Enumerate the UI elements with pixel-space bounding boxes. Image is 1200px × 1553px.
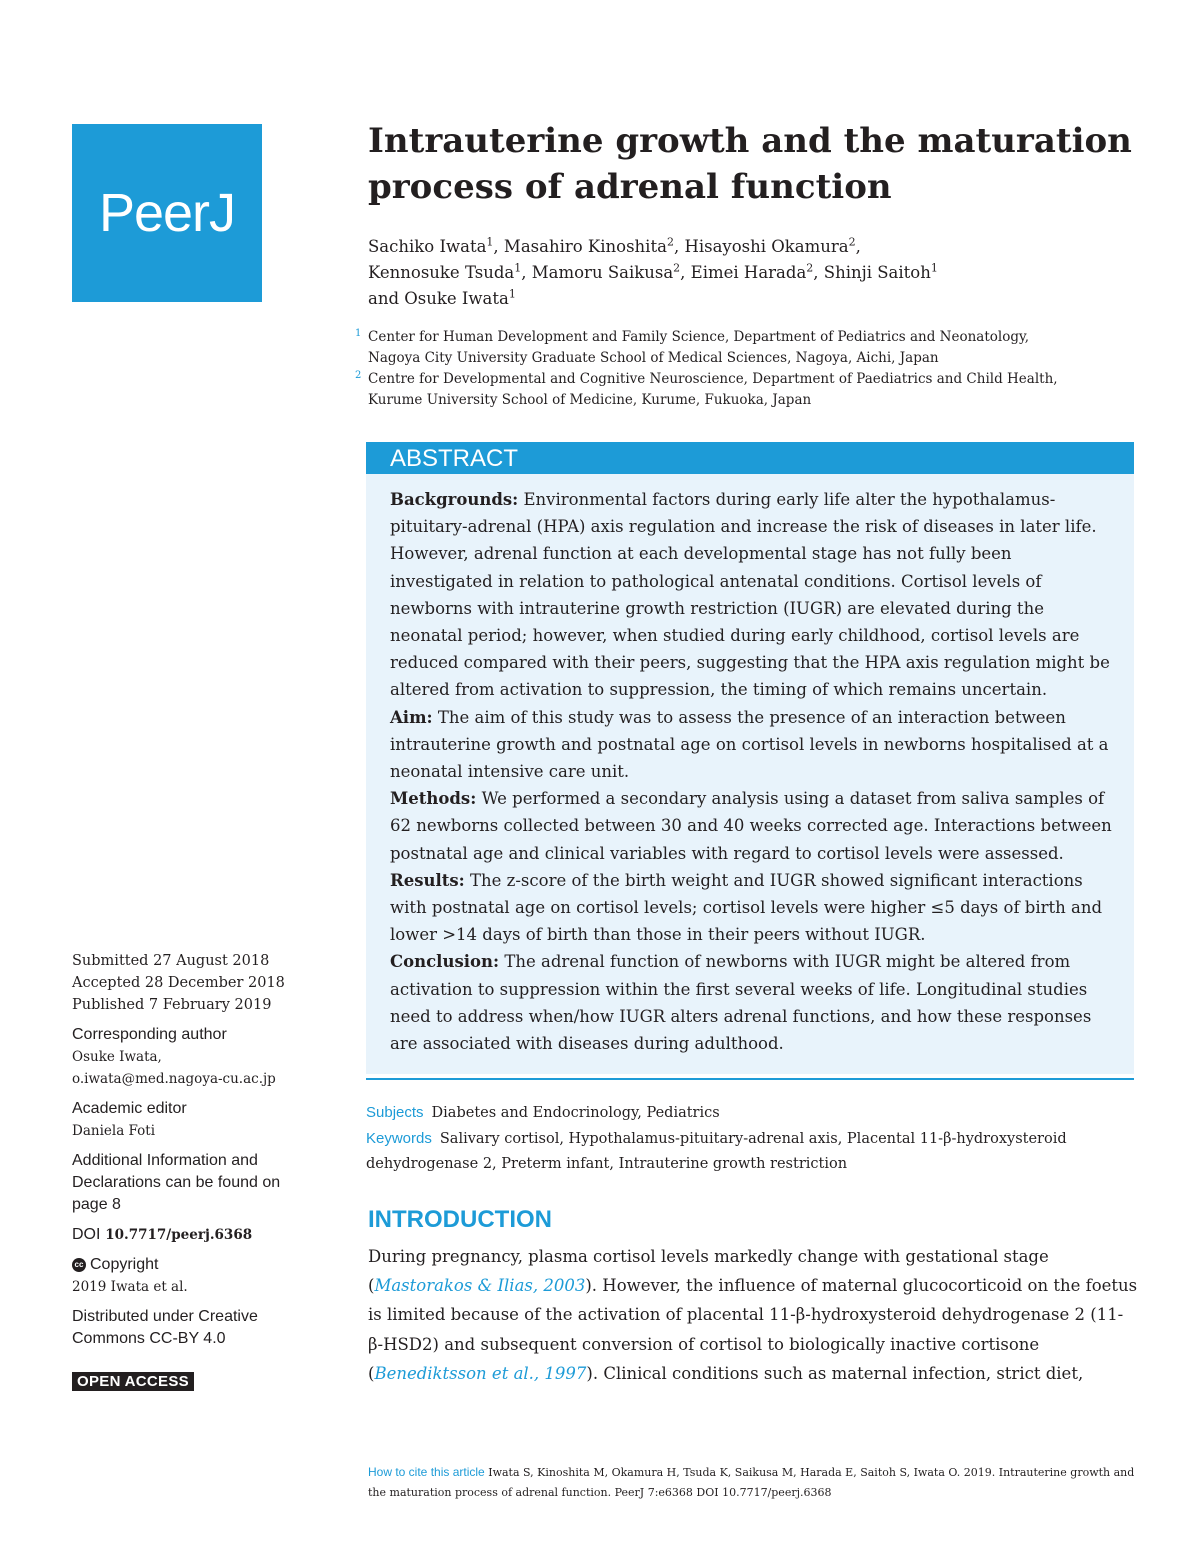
abstract-box bbox=[366, 442, 1134, 1074]
citation-label: How to cite this article bbox=[368, 1465, 485, 1479]
author[interactable]: Shinji Saitoh$^1$ bbox=[823, 261, 938, 282]
abstract-heading: ABSTRACT bbox=[366, 442, 1134, 474]
cc-icon: cc bbox=[72, 1258, 86, 1272]
abstract-section-methods: Methods: We performed a secondary analysis using a dataset from saliva samples of 62 newborns collected between 30 and 40 weeks corrected age. Interactions between postnatal age and clinical variables with regard to cortisol levels were assessed. bbox=[390, 789, 1112, 863]
corresponding-author bbox=[72, 1024, 332, 1090]
copyright-label: Copyright bbox=[90, 1256, 159, 1273]
affiliation-line: Centre for Developmental and Cognitive Neuroscience, Department of Paediatrics and Child Health, bbox=[368, 371, 1058, 387]
author[interactable]: Masahiro Kinoshita$^2$, bbox=[503, 235, 685, 256]
doi bbox=[72, 1224, 332, 1246]
author[interactable]: Sachiko Iwata$^1$, bbox=[368, 235, 504, 256]
affiliation-line: Center for Human Development and Family Science, Department of Pediatrics and Neonatology, bbox=[368, 329, 1030, 345]
affiliation-line: Nagoya City University Graduate School of Medical Sciences, Nagoya, Aichi, Japan bbox=[368, 350, 939, 366]
dates bbox=[72, 950, 332, 1016]
citation-footer bbox=[368, 1462, 1148, 1503]
abstract-divider bbox=[366, 1078, 1134, 1080]
affiliation-2 bbox=[352, 369, 1152, 411]
article-sidebar bbox=[72, 950, 332, 1391]
subjects-line bbox=[366, 1100, 1146, 1126]
affiliation-1 bbox=[352, 327, 1152, 369]
affiliation-number: 2 bbox=[355, 370, 362, 381]
abstract-section-aim: Aim: The aim of this study was to assess the presence of an interaction between intrauterine growth and postnatal age on cortisol levels in newborns hospitalised at a neonatal intensive care unit. bbox=[390, 707, 1109, 782]
author[interactable]: Hisayoshi Okamura$^2$, bbox=[684, 235, 861, 256]
copyright bbox=[72, 1254, 332, 1298]
subjects-label: Subjects bbox=[366, 1104, 424, 1121]
affiliation-line: Kurume University School of Medicine, Kurume, Fukuoka, Japan bbox=[368, 392, 812, 408]
copyright-value: 2019 Iwata et al. bbox=[72, 1279, 188, 1295]
citation-text: Iwata S, Kinoshita M, Okamura H, Tsuda K, Saikusa M, Harada E, Saitoh S, Iwata O. 2019. Intrauterine growth and the maturation process of adrenal function. PeerJ 7:e6368 DOI 10.7717/peerj.6368 bbox=[368, 1466, 1135, 1499]
subjects-keywords bbox=[366, 1100, 1146, 1177]
doi-label: DOI bbox=[72, 1226, 101, 1243]
peerj-logo bbox=[72, 124, 262, 302]
affiliation-number: 1 bbox=[355, 328, 362, 339]
accepted-date: Accepted 28 December 2018 bbox=[72, 975, 285, 991]
academic-editor-label: Academic editor bbox=[72, 1100, 187, 1117]
corresponding-author-name: Osuke Iwata, bbox=[72, 1049, 162, 1065]
citation-link[interactable]: Mastorakos & Ilias, 2003 bbox=[374, 1276, 586, 1296]
logo-text: PeerJ bbox=[98, 183, 236, 243]
additional-info[interactable]: Additional Information and Declarations can be found on page 8 bbox=[72, 1152, 281, 1213]
abstract-text bbox=[390, 486, 1112, 1057]
affiliations bbox=[352, 327, 1152, 411]
academic-editor bbox=[72, 1098, 332, 1142]
keywords-line bbox=[366, 1126, 1146, 1177]
license-text[interactable]: Distributed under Creative Commons CC-BY 4.0 bbox=[72, 1308, 258, 1347]
author[interactable]: Mamoru Saikusa$^2$, bbox=[531, 261, 691, 282]
abstract-section-backgrounds: Backgrounds: Environmental factors during early life alter the hypothalamus-pituitary-adrenal (HPA) axis regulation and increase the risk of diseases in later life. However, adrenal function at each developmental stage has not fully been investigated in relation to pathological antenatal conditions. Cortisol levels of newborns with intrauterine growth restriction (IUGR) are elevated during the neonatal period; however, when studied during early childhood, cortisol levels are reduced compared with their peers, suggesting that the HPA axis regulation might be altered from activation to suppression, the timing of which remains uncertain. bbox=[390, 490, 1110, 700]
published-date: Published 7 February 2019 bbox=[72, 997, 272, 1013]
subjects-text: Diabetes and Endocrinology, Pediatrics bbox=[431, 1105, 720, 1121]
abstract-section-results: Results: The z-score of the birth weight and IUGR showed significant interactions with postnatal age on cortisol levels; cortisol levels were higher ≤5 days of birth and lower >14 days of birth than those in their peers without IUGR. bbox=[390, 870, 1103, 945]
author[interactable]: Eimei Harada$^2$, bbox=[690, 261, 824, 282]
corresponding-author-label: Corresponding author bbox=[72, 1026, 227, 1043]
introduction-heading: INTRODUCTION bbox=[368, 1206, 552, 1233]
author-list bbox=[368, 234, 1148, 312]
keywords-text: Salivary cortisol, Hypothalamus-pituitary-adrenal axis, Placental 11-β-hydroxysteroid dehydrogenase 2, Preterm infant, Intrauterine growth restriction bbox=[366, 1131, 1067, 1172]
abstract-section-conclusion: Conclusion: The adrenal function of newborns with IUGR might be altered from activation to suppression within the first several weeks of life. Longitudinal studies need to address when/how IUGR alters adrenal functions, and how these responses are associated with diseases during adulthood. bbox=[390, 952, 1092, 1054]
submitted-date: Submitted 27 August 2018 bbox=[72, 953, 270, 969]
introduction-text: During pregnancy, plasma cortisol levels markedly change with gestational stage (Mastorakos & Ilias, 2003). However, the influence of maternal glucocorticoid on the foetus is limited because of the activation of placental 11-β-hydroxysteroid dehydrogenase 2 (11-β-HSD2) and subsequent conversion of cortisol to biologically inactive cortisone (Benediktsson et al., 1997). Clinical conditions such as maternal infection, strict diet, bbox=[368, 1247, 1138, 1383]
open-access-badge: OPEN ACCESS bbox=[72, 1372, 194, 1391]
academic-editor-name: Daniela Foti bbox=[72, 1123, 156, 1139]
corresponding-author-email[interactable]: o.iwata@med.nagoya-cu.ac.jp bbox=[72, 1071, 276, 1087]
doi-value[interactable]: 10.7717/peerj.6368 bbox=[105, 1227, 253, 1243]
citation-link[interactable]: Benediktsson et al., 1997 bbox=[374, 1363, 587, 1383]
author[interactable]: Kennosuke Tsuda$^1$, bbox=[368, 261, 532, 282]
author[interactable]: and Osuke Iwata$^1$ bbox=[368, 287, 516, 308]
keywords-label: Keywords bbox=[366, 1130, 432, 1147]
article-title: Intrauterine growth and the maturation process of adrenal function bbox=[368, 121, 1132, 207]
